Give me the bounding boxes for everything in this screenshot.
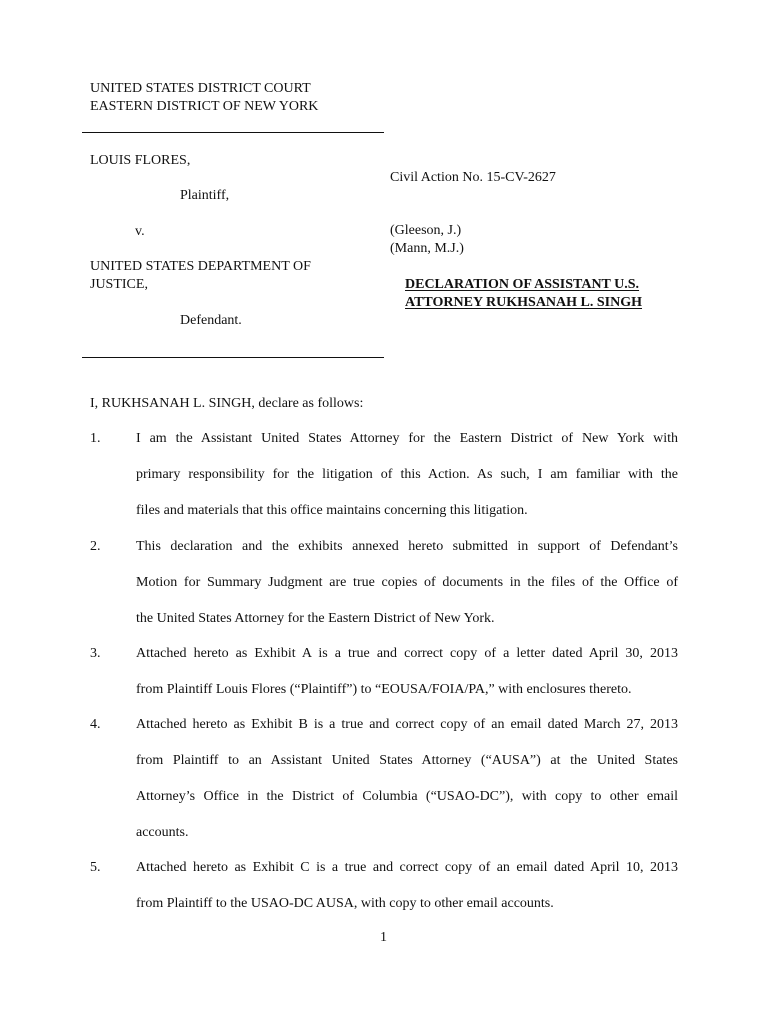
paragraph-line: files and materials that this office maintains concerning this litigation. — [136, 503, 528, 518]
paragraph-number: 4. — [90, 717, 101, 732]
paragraph-line: from Plaintiff Louis Flores (“Plaintiff”) to “EOUSA/FOIA/PA,” with enclosures thereto. — [136, 682, 632, 697]
paragraph-line: Attorney’s Office in the District of Columbia (“USAO-DC”), with copy to other email — [136, 789, 678, 804]
caption-bottom-rule — [82, 357, 384, 358]
paragraph-number: 2. — [90, 539, 101, 554]
paragraph-number: 5. — [90, 860, 101, 875]
paragraph-line: primary responsibility for the litigation of this Action. As such, I am familiar with the — [136, 467, 678, 482]
defendant-role: Defendant. — [180, 313, 242, 328]
paragraph-line: This declaration and the exhibits annexed hereto submitted in support of Defendant’s — [136, 539, 678, 554]
defendant-name-line1: UNITED STATES DEPARTMENT OF — [90, 259, 311, 274]
paragraph-1 — [136, 430, 678, 538]
versus: v. — [135, 224, 145, 239]
plaintiff-role: Plaintiff, — [180, 188, 230, 203]
paragraph-2 — [136, 538, 678, 646]
paragraph-line: Attached hereto as Exhibit A is a true and correct copy of a letter dated April 30, 2013 — [136, 646, 678, 661]
document-title-line2: ATTORNEY RUKHSANAH L. SINGH — [405, 295, 643, 310]
court-name-line2: EASTERN DISTRICT OF NEW YORK — [90, 99, 319, 114]
paragraph-number: 1. — [90, 431, 101, 446]
paragraph-5 — [136, 859, 678, 931]
caption-top-rule — [82, 132, 384, 133]
paragraph-line: the United States Attorney for the Eastern District of New York. — [136, 611, 495, 626]
paragraph-line: from Plaintiff to the USAO-DC AUSA, with copy to other email accounts. — [136, 896, 554, 911]
defendant-name-line2: JUSTICE, — [90, 277, 148, 292]
paragraph-line: Motion for Summary Judgment are true copies of documents in the files of the Office of — [136, 575, 678, 590]
plaintiff-name: LOUIS FLORES, — [90, 153, 191, 168]
paragraph-line: Attached hereto as Exhibit C is a true and correct copy of an email dated April 10, 2013 — [136, 860, 678, 875]
document-title-line1: DECLARATION OF ASSISTANT U.S. — [405, 277, 640, 292]
declaration-intro: I, RUKHSANAH L. SINGH, declare as follows: — [90, 396, 364, 411]
civil-action-number: Civil Action No. 15-CV-2627 — [390, 170, 556, 185]
judge-line2: (Mann, M.J.) — [390, 241, 464, 256]
paragraph-number: 3. — [90, 646, 101, 661]
page-number: 1 — [380, 930, 387, 945]
paragraph-line: accounts. — [136, 825, 189, 840]
paragraph-line: Attached hereto as Exhibit B is a true and correct copy of an email dated March 27, 2013 — [136, 717, 678, 732]
paragraph-3 — [136, 645, 678, 717]
paragraph-line: from Plaintiff to an Assistant United States Attorney (“AUSA”) at the United States — [136, 753, 678, 768]
court-name-line1: UNITED STATES DISTRICT COURT — [90, 81, 311, 96]
paragraph-4 — [136, 716, 678, 860]
judge-line1: (Gleeson, J.) — [390, 223, 462, 238]
paragraph-line: I am the Assistant United States Attorney for the Eastern District of New York with — [136, 431, 678, 446]
